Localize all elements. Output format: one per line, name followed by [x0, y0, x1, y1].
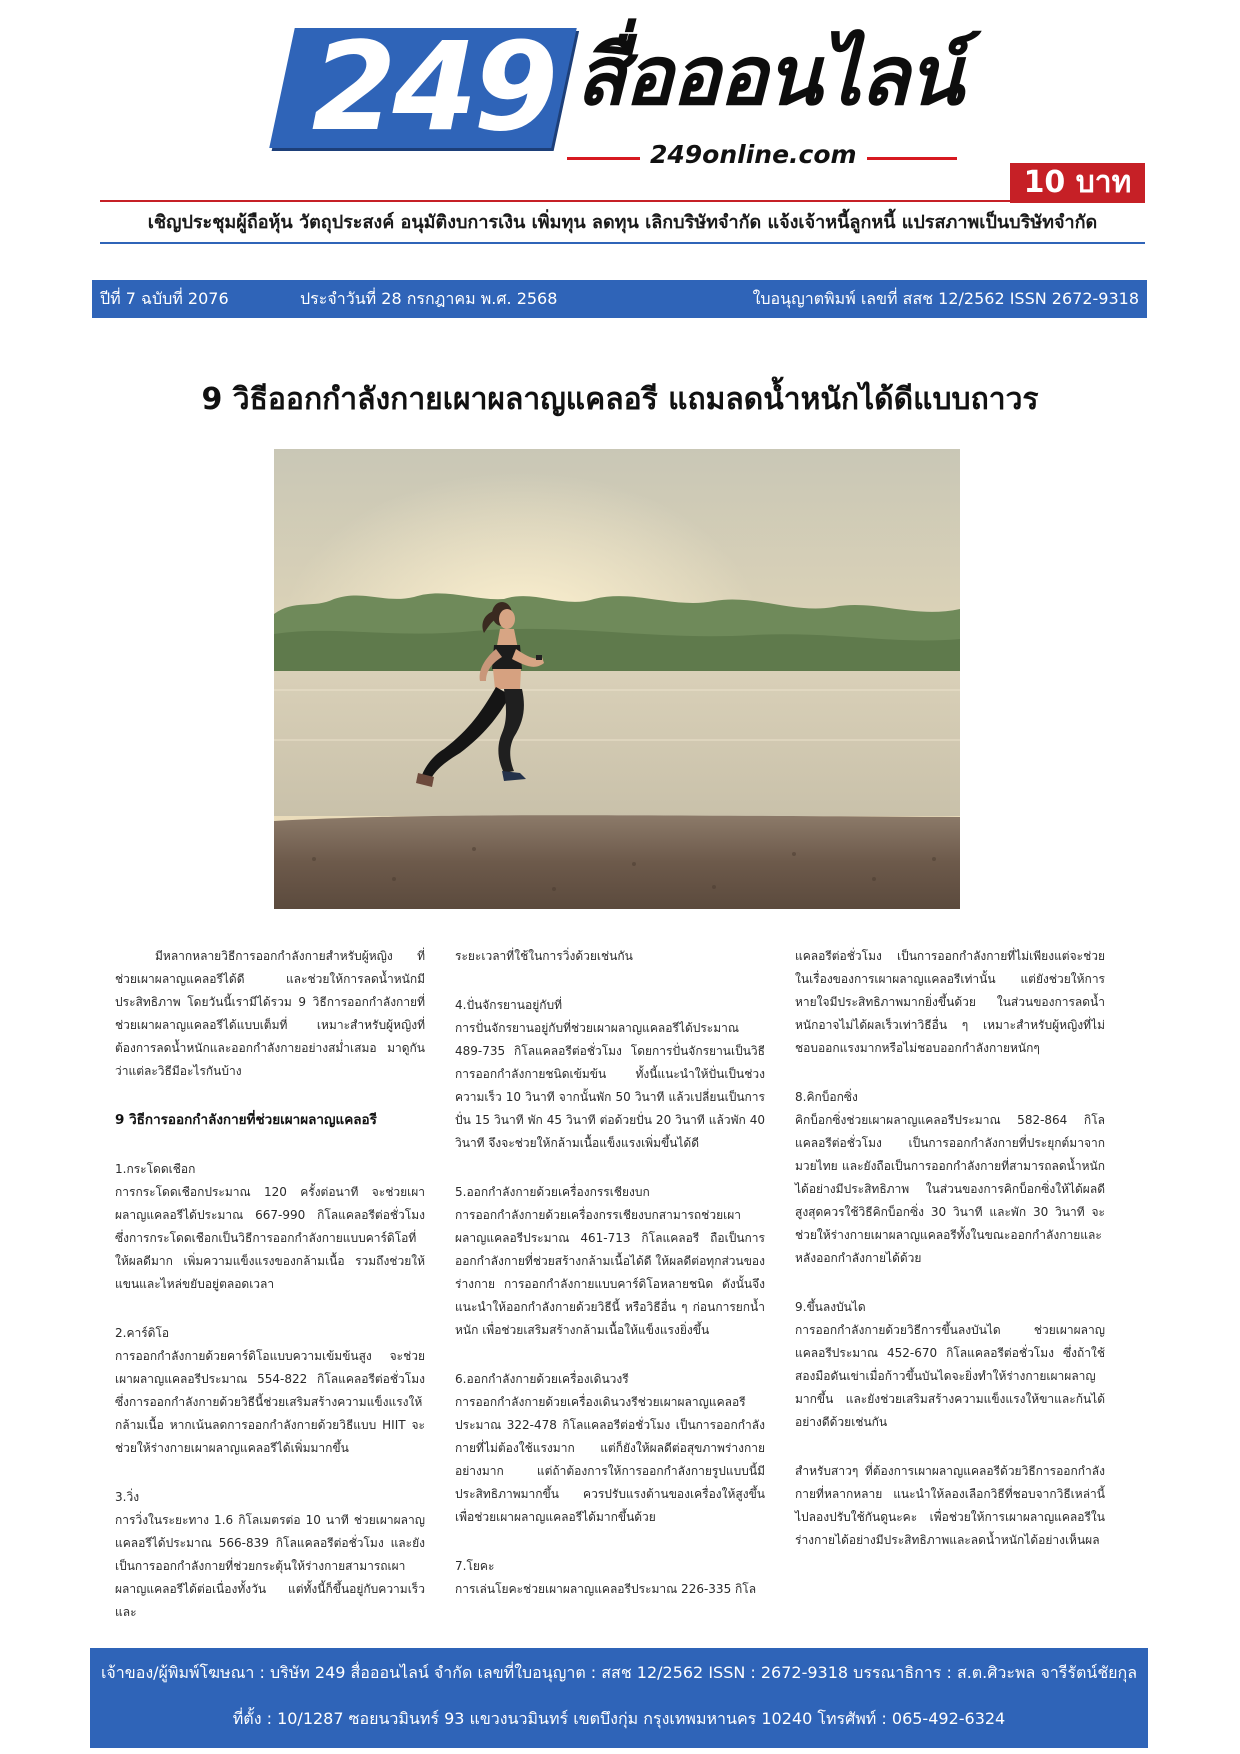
- article-photo: [274, 449, 960, 909]
- issue-number: ปีที่ 7 ฉบับที่ 2076: [100, 289, 229, 308]
- issue-bar: [92, 280, 1147, 318]
- continued-paragraph: ระยะเวลาที่ใช้ในการวิ่งด้วยเช่นกัน: [455, 949, 633, 963]
- method-paragraph: 9.ขึ้นลงบันได การออกกำลังกายด้วยวิธีการขึ้นลงบันได ช่วยเผาผลาญแคลอรีประมาณ 452-670 กิโลแคลอรีต่อชั่วโมง ซึ่งถ้าใช้สองมือดันเข่าเมื่อก้าวขึ้นบันไดจะยิ่งทำให้ร่างกายเผาผลาญมากขึ้น และยังช่วยเสริมสร้างความแข็งแรงให้ขาและก้นได้อย่างดีด้วยเช่นกัน: [795, 1300, 1105, 1429]
- footer-address: ที่ตั้ง : 10/1287 ซอยนวมินทร์ 93 แขวงนวมินทร์ เขตบึงกุ่ม กรุงเทพมหานคร 10240 โทรศัพท์ : 065-492-6324: [232, 1709, 1006, 1728]
- site-url: 249online.com: [640, 140, 867, 169]
- issue-date: ประจำวันที่ 28 กรกฎาคม พ.ศ. 2568: [300, 289, 558, 308]
- footer-bar: [90, 1648, 1148, 1748]
- footer-owner: เจ้าของ/ผู้พิมพ์โฆษณา : บริษัท 249 สื่อออนไลน์ จำกัด เลขที่ใบอนุญาต : สสช 12/2562 ISSN : 2672-9318 บรรณาธิการ : ส.ต.ศิวะพล จารีรัตน์ชัยกุล: [100, 1663, 1138, 1682]
- price-badge: 10 บาท: [1010, 163, 1145, 203]
- method-paragraph: 6.ออกกำลังกายด้วยเครื่องเดินวงรี การออกกำลังกายด้วยเครื่องเดินวงรีช่วยเผาผลาญแคลอรีประมาณ 322-478 กิโลแคลอรีต่อชั่วโมง เป็นการออกกำลังกายที่ไม่ต้องใช้แรงมาก แต่ก็ยังให้ผลดีต่อสุขภาพร่างกายอย่างมาก แต่ถ้าต้องการให้การออกกำลังกายรูปแบบนี้มีประสิทธิภาพมากขึ้น ควรปรับแรงต้านของเครื่องให้สูงขึ้น เพื่อช่วยเผาผลาญแคลอรีได้มากขึ้นด้วย: [455, 1372, 765, 1524]
- article-headline: 9 วิธีออกกำลังกายเผาผลาญแคลอรี แถมลดน้ำหนักได้ดีแบบถาวร: [201, 382, 1039, 417]
- article-column-3: [795, 945, 1105, 1578]
- tagline-rule: [100, 242, 1145, 244]
- method-paragraph: 4.ปั่นจักรยานอยู่กับที่ การปั่นจักรยานอยู่กับที่ช่วยเผาผลาญแคลอรีได้ประมาณ 489-735 กิโลแคลอรีต่อชั่วโมง โดยการปั่นจักรยานเป็นวิธีการออกกำลังกายชนิดเข้มข้น ทั้งนี้แนะนำให้ปั่นเป็นช่วงความเร็ว 10 วินาที จากนั้นพัก 50 วินาที แล้วเปลี่ยนเป็นการปั่น 15 วินาที พัก 45 วินาที ต่อด้วยปั่น 20 วินาที แล้วพัก 40 วินาที จึงจะช่วยให้กล้ามเนื้อแข็งแรงเพิ่มขึ้นได้ดี: [455, 998, 765, 1150]
- print-license: ใบอนุญาตพิมพ์ เลขที่ สสช 12/2562 ISSN 2672-9318: [752, 289, 1139, 308]
- masthead-logo: [282, 16, 982, 172]
- method-paragraph: 1.กระโดดเชือก การกระโดดเชือกประมาณ 120 ครั้งต่อนาที จะช่วยเผาผลาญแคลอรีได้ประมาณ 667-990 กิโลแคลอรีต่อชั่วโมง ซึ่งการกระโดดเชือกเป็นวิธีการออกกำลังกายแบบคาร์ดิโอที่ให้ผลดีมาก เพิ่มความแข็งแรงของกล้ามเนื้อ รวมถึงช่วยให้แขนและไหล่ขยับอยู่ตลอดเวลา: [115, 1162, 425, 1291]
- method-paragraph: 2.คาร์ดิโอ การออกกำลังกายด้วยคาร์ดิโอแบบความเข้มข้นสูง จะช่วยเผาผลาญแคลอรีประมาณ 554-822 กิโลแคลอรีต่อชั่วโมง ซึ่งการออกกำลังกายด้วยวิธีนี้ช่วยเสริมสร้างความแข็งแรงให้กล้ามเนื้อ หากเน้นลดการออกกำลังกายด้วยวิธีแบบ HIIT จะช่วยให้ร่างกายเผาผลาญแคลอรีได้เพิ่มมากขึ้น: [115, 1326, 425, 1455]
- method-paragraph: 7.โยคะ การเล่นโยคะช่วยเผาผลาญแคลอรีประมาณ 226-335 กิโล: [455, 1559, 757, 1596]
- logo-number: 249: [311, 16, 555, 158]
- section-heading: 9 วิธีการออกกำลังกายที่ช่วยเผาผลาญแคลอรี: [115, 1112, 377, 1128]
- tagline: เชิญประชุมผู้ถือหุ้น วัตถุประสงค์ อนุมัติงบการเงิน เพิ่มทุน ลดทุน เลิกบริษัทจำกัด แจ้งเจ้าหนี้ลูกหนี้ แปรสภาพเป็นบริษัทจำกัด: [147, 212, 1098, 233]
- closing-paragraph: สำหรับสาวๆ ที่ต้องการเผาผลาญแคลอรีด้วยวิธีการออกกำลังกายที่หลากหลาย แนะนำให้ลองเลือกวิธีที่ชอบจากวิธีเหล่านี้ไปลองปรับใช้กันดูนะคะ เพื่อช่วยให้การเผาผลาญแคลอรีในร่างกายได้อย่างมีประสิทธิภาพและลดน้ำหนักได้อย่างเห็นผล: [795, 1464, 1105, 1547]
- article-column-2: [455, 945, 765, 1627]
- method-paragraph: 8.คิกบ็อกซิ่ง คิกบ็อกซิ่งช่วยเผาผลาญแคลอรีประมาณ 582-864 กิโลแคลอรีต่อชั่วโมง เป็นการออกกำลังกายที่ประยุกต์มาจากมวยไทย และยังถือเป็นการออกกำลังกายที่สามารถลดน้ำหนักได้อย่างมีประสิทธิภาพ ในส่วนของการคิกบ็อกซิ่งให้ได้ผลดีสูงสุดควรใช้วิธีคิกบ็อกซิ่ง 30 วินาที และพัก 30 วินาที จะช่วยให้ร่างกายเผาผลาญแคลอรีทั้งในขณะออกกำลังกายและหลังออกกำลังกายได้ด้วย: [795, 1090, 1105, 1265]
- logo-word: สื่อออนไลน์: [576, 29, 962, 124]
- intro-paragraph: มีหลากหลายวิธีการออกกำลังกายสำหรับผู้หญิง ที่ช่วยเผาผลาญแคลอรีได้ดี และช่วยให้การลดน้ำหนักมีประสิทธิภาพ โดยวันนี้เรามีได้รวม 9 วิธีการออกกำลังกายที่ช่วยเผาผลาญแคลอรีได้แบบเต็มที่ เหมาะสำหรับผู้หญิงที่ต้องการลดน้ำหนักและออกกำลังกายอย่างสม่ำเสมอ มาดูกันว่าแต่ละวิธีมีอะไรกันบ้าง: [115, 949, 425, 1078]
- article-column-1: [115, 945, 425, 1650]
- method-paragraph: 3.วิ่ง การวิ่งในระยะทาง 1.6 กิโลเมตรต่อ 10 นาที ช่วยเผาผลาญแคลอรีได้ประมาณ 566-839 กิโลแคลอรีต่อชั่วโมง และยังเป็นการออกกำลังกายที่ช่วยกระตุ้นให้ร่างกายสามารถเผาผลาญแคลอรีได้ต่อเนื่องทั้งวัน แต่ทั้งนี้ก็ขึ้นอยู่กับความเร็วและ: [115, 1490, 425, 1619]
- continued-paragraph: แคลอรีต่อชั่วโมง เป็นการออกกำลังกายที่ไม่เพียงแต่จะช่วยในเรื่องของการเผาผลาญแคลอรีเท่านั้น แต่ยังช่วยให้การหายใจมีประสิทธิภาพมากยิ่งขึ้นด้วย ในส่วนของการลดน้ำหนักอาจไม่ได้ผลเร็วเท่าวิธีอื่น ๆ เหมาะสำหรับผู้หญิงที่ไม่ชอบออกแรงมากหรือไม่ชอบออกกำลังกายหนักๆ: [795, 949, 1105, 1055]
- price-rule: [100, 200, 1145, 202]
- method-paragraph: 5.ออกกำลังกายด้วยเครื่องกรรเชียงบก การออกกำลังกายด้วยเครื่องกรรเชียงบกสามารถช่วยเผาผลาญแคลอรีประมาณ 461-713 กิโลแคลอรี ถือเป็นการออกกำลังกายที่ช่วยสร้างกล้ามเนื้อได้ดี ให้ผลดีต่อทุกส่วนของร่างกาย การออกกำลังกายแบบคาร์ดิโอหลายชนิด ดังนั้นจึงแนะนำให้ออกกำลังกายด้วยวิธีนี้ หรือวิธีอื่น ๆ ก่อนการยกน้ำหนัก เพื่อช่วยเสริมสร้างกล้ามเนื้อให้แข็งแรงยิ่งขึ้น: [455, 1185, 765, 1337]
